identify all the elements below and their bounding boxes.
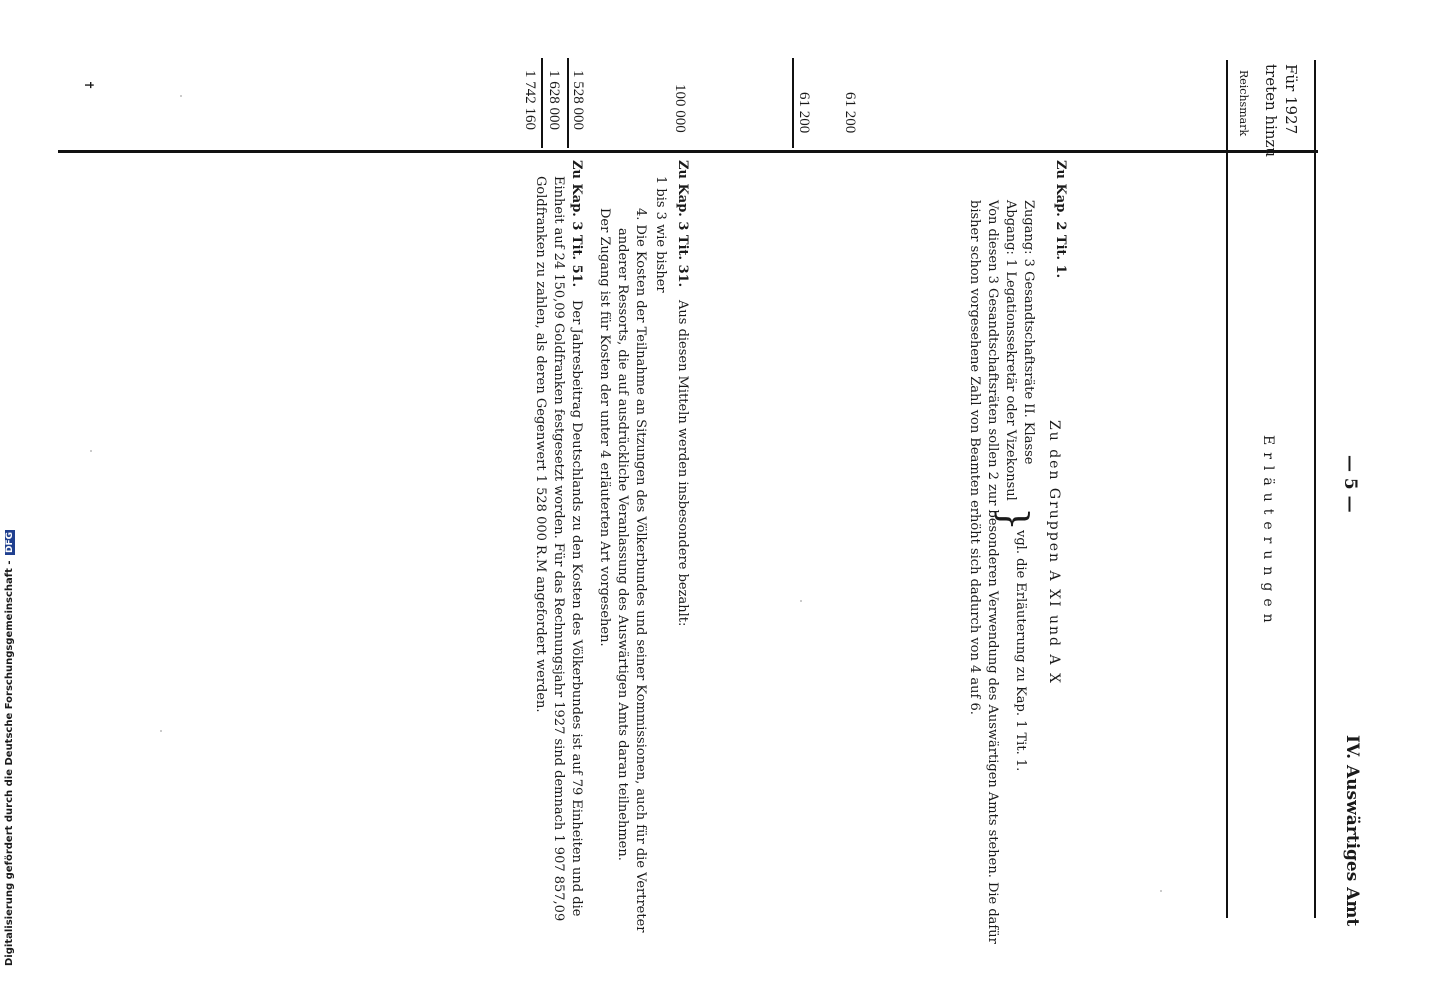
kap3-31-line-a: 1 bis 3 wie bisher xyxy=(653,176,668,293)
sum-rule-3 xyxy=(541,58,543,148)
dfg-logo: DFG xyxy=(5,531,15,553)
marginal-mark: ✝ xyxy=(82,80,96,91)
footer-note-text: Digitalisierung gefördert durch die Deutsche Forschungsgemeinschaft - xyxy=(4,560,15,966)
total-1: 1 528 000 xyxy=(570,70,586,130)
kap2-reference: vgl. die Erläuterung zu Kap. 1 Tit. 1. xyxy=(1013,530,1028,772)
kap3-31-line-d: Der Zugang ist für Kosten der unter 4 erläuterten Art vorgesehen. xyxy=(597,208,612,647)
sum-rule-1 xyxy=(792,58,794,148)
kap2-text-line4: bisher schon vorgesehene Zahl von Beamten erhöht sich dadurch von 4 auf 6. xyxy=(967,200,982,715)
column-header-line1: Für 1927 xyxy=(1282,64,1300,135)
scan-speck xyxy=(800,600,802,602)
group-subheading: Zu den Gruppen A XI und A X xyxy=(1046,420,1062,685)
kap2-text-line3: Von diesen 3 Gesandtschaftsräten sollen 2 zur besonderen Verwendung des Auswärtigen Amts stehen. Die dafür xyxy=(985,200,1000,944)
brace-icon: } xyxy=(992,506,1037,532)
kap3-51-line3: Goldfranken zu zahlen, als deren Gegenwert 1 528 000 R.M angefordert werden. xyxy=(533,176,548,713)
kap2-zugang: Zugang: 3 Gesandtschaftsräte II. Klasse xyxy=(1021,200,1036,465)
column-header-inner-rule xyxy=(1226,60,1228,918)
kap3-31-title: Zu Kap. 3 Tit. 31. xyxy=(675,160,690,288)
amount-kap3-31: 100 000 xyxy=(672,84,688,133)
kap3-31-text: Aus diesen Mitteln werden insbesondere bezahlt: xyxy=(675,300,690,627)
amount-kap2-entry: 61 200 xyxy=(842,92,858,134)
column-header-rule xyxy=(1314,60,1316,918)
scan-speck xyxy=(90,450,92,452)
footer-note xyxy=(4,530,15,966)
total-2: 1 628 000 xyxy=(546,70,562,130)
section-title: IV. Auswärtiges Amt xyxy=(1342,735,1362,927)
column-header-line2: treten hinzu xyxy=(1262,64,1280,158)
kap2-title: Zu Kap. 2 Tit. 1. xyxy=(1053,160,1068,279)
table-divider-horizontal xyxy=(58,150,1318,153)
total-3: 1 742 160 xyxy=(522,70,538,130)
kap3-51-line2: Einheit auf 24 150,09 Goldfranken festgesetzt worden. Für das Rechnungsjahr 1927 sind demnach 1 907 857,09 xyxy=(551,176,566,922)
kap2-abgang: Abgang: 1 Legationssekretär oder Vizekonsul xyxy=(1003,200,1018,501)
kap3-51-line1: Der Jahresbeitrag Deutschlands zu den Kosten des Völkerbundes ist auf 79 Einheiten und die xyxy=(569,300,584,917)
kap3-31-line-c: anderer Ressorts, die auf ausdrückliche Veranlassung des Auswärtigen Amts daran teilnehmen. xyxy=(615,228,630,861)
scan-speck xyxy=(1160,890,1162,892)
kap3-31-line-b: 4. Die Kosten der Teilnahme an Sitzungen des Völkerbundes und seiner Kommissionen, auch für die Vertreter xyxy=(633,208,648,933)
amount-kap2-sum: 61 200 xyxy=(796,92,812,134)
column-header-unit: Reichsmark xyxy=(1237,70,1250,137)
explanations-heading: Erläuterungen xyxy=(1260,435,1276,630)
scan-speck xyxy=(160,730,162,732)
page-number: — 5 — xyxy=(1340,455,1360,513)
scan-speck xyxy=(180,95,182,97)
kap3-51-title: Zu Kap. 3 Tit. 51. xyxy=(569,160,584,288)
